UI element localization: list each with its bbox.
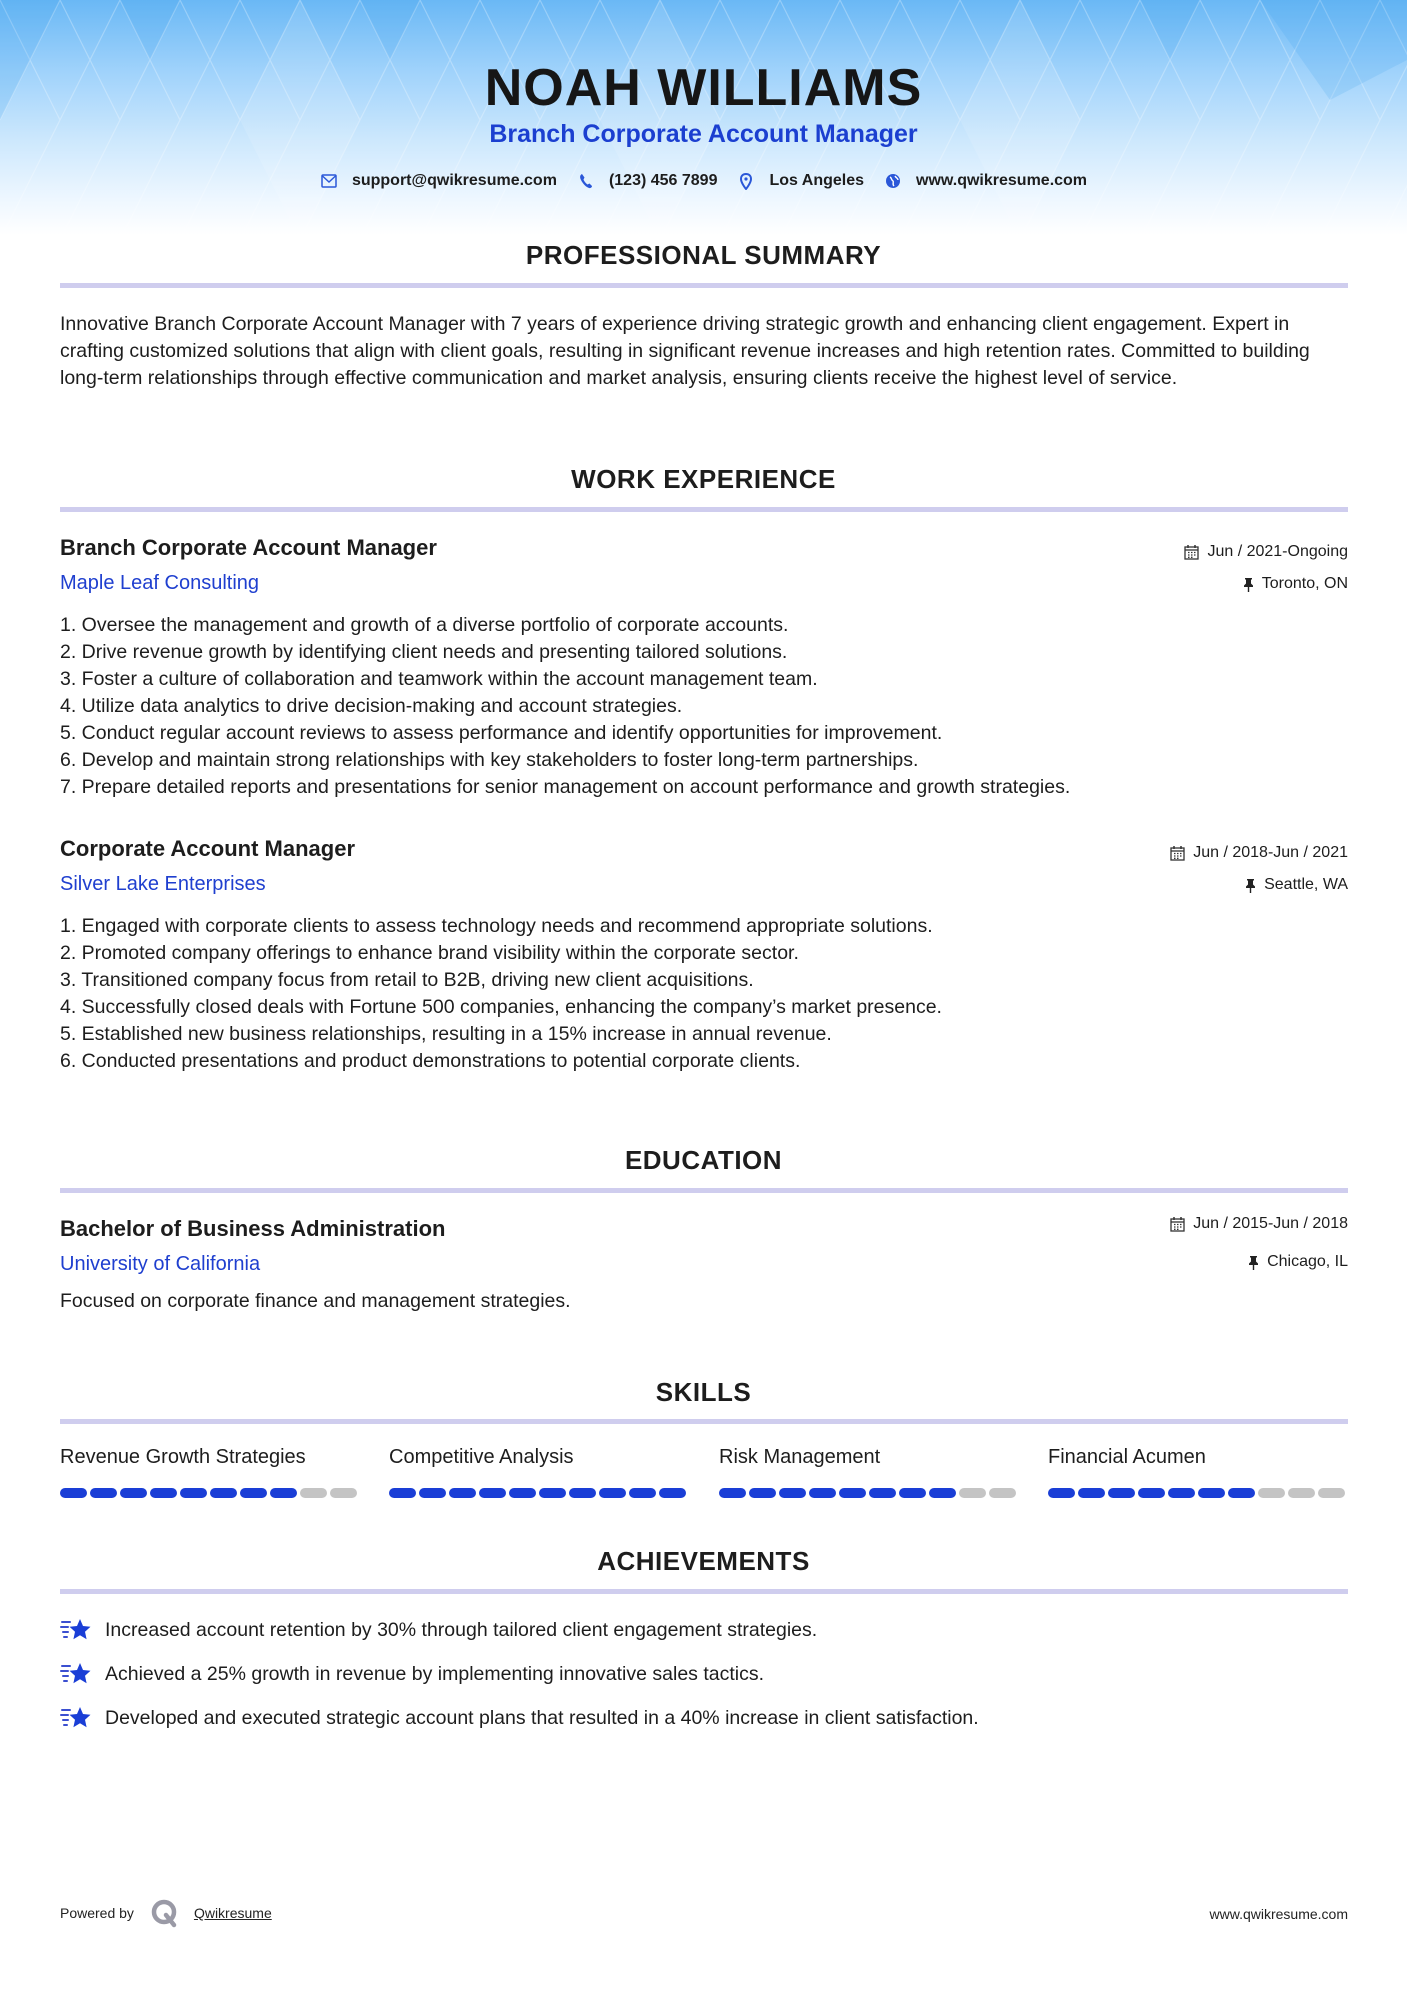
list-item: 1. Oversee the management and growth of a diverse portfolio of corporate accounts. [60, 614, 789, 636]
skill-segment-filled [389, 1488, 416, 1498]
company-name: Silver Lake Enterprises [60, 873, 266, 895]
job-dates-text: Jun / 2018-Jun / 2021 [1193, 844, 1348, 861]
education-location [1248, 1253, 1348, 1271]
shooting-star-icon [60, 1704, 92, 1732]
skill-segment-filled [539, 1488, 566, 1498]
pushpin-icon [1243, 577, 1254, 592]
skill-segment-filled [270, 1488, 297, 1498]
footer-powered-by [60, 1898, 272, 1928]
job-responsibilities [60, 913, 1350, 1075]
skill-segment-filled [90, 1488, 117, 1498]
list-item: 4. Successfully closed deals with Fortune 500 companies, enhancing the company’s market presence. [60, 996, 942, 1018]
list-item: 5. Conduct regular account reviews to assess performance and identify opportunities for improvement. [60, 722, 943, 744]
skill-segment-filled [1048, 1488, 1075, 1498]
skill-segment-filled [899, 1488, 926, 1498]
skill-segment-filled [60, 1488, 87, 1498]
skill-rating-bar [389, 1488, 689, 1498]
company-name: Maple Leaf Consulting [60, 572, 260, 594]
skill-rating-bar [719, 1488, 1019, 1498]
section-divider [60, 1589, 1348, 1594]
qwikresume-link[interactable]: Qwikresume [193, 1905, 272, 1921]
job-location [1243, 575, 1348, 593]
skill-segment-filled [1168, 1488, 1195, 1498]
skill-segment-filled [1198, 1488, 1225, 1498]
skill-segment-filled [509, 1488, 536, 1498]
skill-item [60, 1446, 360, 1498]
skill-segment-empty [1258, 1488, 1285, 1498]
job-title: Corporate Account Manager [60, 836, 356, 861]
list-item: 7. Prepare detailed reports and presentations for senior management on account performance and growth strategies. [60, 776, 1071, 798]
skill-segment-empty [989, 1488, 1016, 1498]
skill-segment-filled [779, 1488, 806, 1498]
globe-icon [884, 172, 902, 190]
skill-segment-empty [300, 1488, 327, 1498]
calendar-icon [1170, 1216, 1185, 1232]
achievement-item [60, 1616, 817, 1644]
qwikresume-logo-icon [150, 1898, 180, 1928]
skill-segment-empty [1318, 1488, 1345, 1498]
skill-segment-filled [839, 1488, 866, 1498]
powered-by-label: Powered by [60, 1905, 134, 1921]
envelope-icon [320, 172, 338, 190]
phone-icon [577, 172, 595, 190]
skill-segment-filled [449, 1488, 476, 1498]
skill-segment-filled [1108, 1488, 1135, 1498]
achievement-item [60, 1660, 764, 1688]
job-dates [1170, 844, 1348, 862]
section-divider [60, 507, 1348, 512]
job-dates-text: Jun / 2021-Ongoing [1207, 543, 1348, 560]
section-divider [60, 1188, 1348, 1193]
achievement-text: Developed and executed strategic account plans that resulted in a 40% increase in client satisfaction. [105, 1706, 979, 1729]
skill-rating-bar [1048, 1488, 1348, 1498]
skill-segment-filled [1228, 1488, 1255, 1498]
contact-website-text: www.qwikresume.com [916, 172, 1088, 189]
resume-header [0, 0, 1407, 235]
education-description: Focused on corporate finance and management strategies. [60, 1290, 571, 1312]
contact-email-text: support@qwikresume.com [351, 172, 557, 189]
contact-website[interactable] [884, 172, 1087, 190]
skill-segment-filled [869, 1488, 896, 1498]
footer-website[interactable]: www.qwikresume.com [1209, 1906, 1348, 1922]
list-item: 5. Established new business relationships, resulting in a 15% increase in annual revenue. [60, 1023, 832, 1045]
pushpin-icon [1248, 1255, 1259, 1270]
list-item: 2. Drive revenue growth by identifying client needs and presenting tailored solutions. [60, 641, 788, 663]
skill-label: Financial Acumen [1048, 1446, 1206, 1468]
achievement-text: Increased account retention by 30% through tailored client engagement strategies. [105, 1618, 818, 1641]
skill-segment-filled [240, 1488, 267, 1498]
skill-segment-filled [419, 1488, 446, 1498]
skill-segment-filled [659, 1488, 686, 1498]
list-item: 2. Promoted company offerings to enhance brand visibility within the corporate sector. [60, 942, 799, 964]
contact-phone-text: (123) 456 7899 [608, 172, 718, 189]
skill-label: Revenue Growth Strategies [60, 1446, 306, 1468]
contact-phone[interactable] [577, 172, 718, 190]
section-title-experience: WORK EXPERIENCE [571, 464, 836, 494]
contact-bar [0, 172, 1407, 190]
education-dates-text: Jun / 2015-Jun / 2018 [1193, 1215, 1348, 1232]
education-dates [1170, 1215, 1348, 1233]
school-name: University of California [60, 1253, 261, 1275]
job-responsibilities [60, 612, 1350, 801]
skill-segment-filled [599, 1488, 626, 1498]
skill-segment-filled [120, 1488, 147, 1498]
calendar-icon [1184, 544, 1199, 560]
summary-text: Innovative Branch Corporate Account Manager with 7 years of experience driving strategic growth and enhancing client engagement. Expert in crafting customized solutions that align with client goals, resulting in significant revenue increases and high retention rates. Committed to building long-term relationships through effective communication and market analysis, ensuring clients receive the highest level of service. [60, 313, 1310, 389]
list-item: 6. Conducted presentations and product demonstrations to potential corporate clients. [60, 1050, 801, 1072]
skill-segment-empty [1288, 1488, 1315, 1498]
list-item: 6. Develop and maintain strong relationships with key stakeholders to foster long-term partnerships. [60, 749, 919, 771]
skill-segment-empty [330, 1488, 357, 1498]
achievement-item [60, 1704, 979, 1732]
job-dates [1184, 543, 1348, 561]
skill-item [719, 1446, 1019, 1498]
skill-item [389, 1446, 689, 1498]
skill-segment-filled [150, 1488, 177, 1498]
skill-rating-bar [60, 1488, 360, 1498]
skill-item [1048, 1446, 1348, 1498]
achievement-text: Achieved a 25% growth in revenue by implementing innovative sales tactics. [105, 1662, 765, 1685]
map-pin-icon [737, 172, 755, 190]
contact-location-text: Los Angeles [769, 172, 865, 189]
shooting-star-icon [60, 1660, 92, 1688]
list-item: 4. Utilize data analytics to drive decision-making and account strategies. [60, 695, 683, 717]
skill-segment-filled [719, 1488, 746, 1498]
contact-location [737, 172, 864, 190]
skill-segment-empty [959, 1488, 986, 1498]
candidate-name: NOAH WILLIAMS [484, 59, 923, 117]
calendar-icon [1170, 845, 1185, 861]
skill-segment-filled [479, 1488, 506, 1498]
shooting-star-icon [60, 1616, 92, 1644]
job-location-text: Seattle, WA [1264, 876, 1348, 893]
list-item: 1. Engaged with corporate clients to assess technology needs and recommend appropriate solutions. [60, 915, 933, 937]
degree-title: Bachelor of Business Administration [60, 1216, 446, 1241]
pushpin-icon [1245, 878, 1256, 893]
section-title-skills: SKILLS [655, 1377, 752, 1407]
education-location-text: Chicago, IL [1267, 1253, 1348, 1270]
skill-segment-filled [210, 1488, 237, 1498]
skill-segment-filled [809, 1488, 836, 1498]
skill-segment-filled [569, 1488, 596, 1498]
list-item: 3. Foster a culture of collaboration and teamwork within the account management team. [60, 668, 818, 690]
skill-label: Competitive Analysis [389, 1446, 574, 1468]
skill-segment-filled [180, 1488, 207, 1498]
section-title-education: EDUCATION [624, 1145, 783, 1175]
section-divider [60, 283, 1348, 288]
contact-email[interactable] [320, 172, 557, 190]
list-item: 3. Transitioned company focus from retail to B2B, driving new client acquisitions. [60, 969, 754, 991]
skill-segment-filled [629, 1488, 656, 1498]
skill-segment-filled [749, 1488, 776, 1498]
job-title: Branch Corporate Account Manager [60, 535, 437, 560]
candidate-headline: Branch Corporate Account Manager [489, 120, 918, 148]
skill-segment-filled [1138, 1488, 1165, 1498]
skill-segment-filled [929, 1488, 956, 1498]
job-location-text: Toronto, ON [1261, 575, 1348, 592]
job-location [1245, 876, 1348, 894]
skill-segment-filled [1078, 1488, 1105, 1498]
section-title-summary: PROFESSIONAL SUMMARY [525, 240, 882, 270]
skill-label: Risk Management [719, 1446, 881, 1468]
section-divider [60, 1419, 1348, 1424]
section-title-achievements: ACHIEVEMENTS [597, 1546, 810, 1576]
